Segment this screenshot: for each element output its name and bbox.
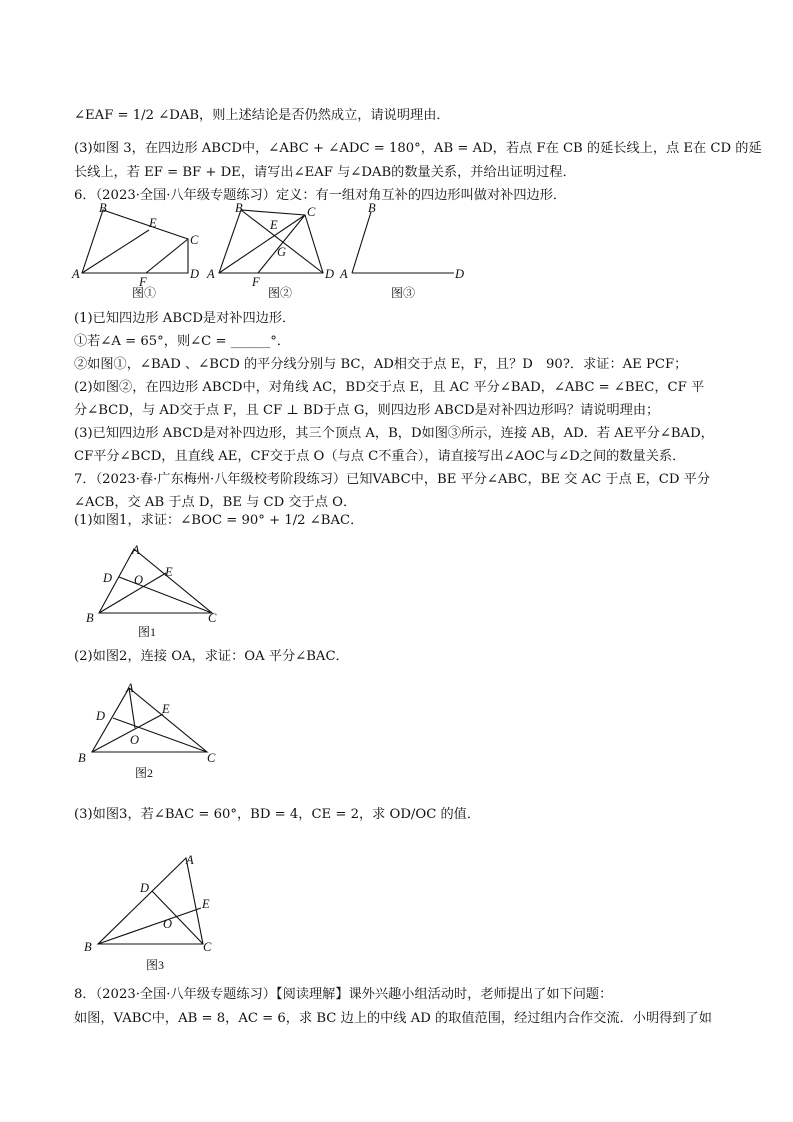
- fig1-label-b: B: [99, 201, 107, 215]
- q7f2-caption: 图2: [135, 766, 154, 780]
- q7-heading: 7．（2023·春·广东梅州·八年级校考阶段练习）已知VABC中，BE 平分∠ABC，BE 交 AC 于点 E，CD 平分: [74, 472, 711, 487]
- q6-heading: 6．（2023·全国·八年级专题练习）定义：有一组对角互补的四边形叫做对补四边形．: [74, 188, 567, 203]
- q7-figure-3: [80, 848, 240, 978]
- text-line-18: 如图，VABC中，AB = 8，AC = 6，求 BC 边上的中线 AD 的取值范围，经过组内合作交流．小明得到了如: [74, 1011, 712, 1026]
- q7f2-label-o: O: [130, 733, 140, 747]
- fig2-label-a: A: [207, 267, 215, 281]
- text-line-11: CF平分∠BCD，且直线 AE，CF交于点 O（与点 C不重合），请直接写出∠AOC与∠D之间的数量关系．: [74, 449, 686, 464]
- q7f2-label-c: C: [207, 751, 216, 765]
- q7f1-label-o: O: [134, 573, 144, 587]
- text-line-7: ②如图①，∠BAD 、∠BCD 的平分线分别与 BC，AD相交于点 E，F，且？D 90?．求证：AE PCF；: [74, 357, 688, 372]
- q7f3-label-e: E: [202, 897, 210, 911]
- fig3-label-d: D: [455, 267, 465, 281]
- q7f2-label-a: A: [126, 681, 134, 695]
- fig1-label-d: D: [190, 267, 200, 281]
- fig2-label-e: E: [270, 218, 278, 232]
- text-line-6: ①若∠A = 65°，则∠C = ______°．: [74, 334, 291, 349]
- q6-figure-1: [70, 198, 200, 298]
- text-line-9: 分∠BCD，与 AD交于点 F，且 CF ⊥ BD于点 G，则四边形 ABCD是对补四边形吗？请说明理由；: [74, 403, 660, 418]
- q7f3-label-c: C: [203, 940, 212, 954]
- q6-figure-2: [205, 198, 345, 298]
- fig2-label-g: G: [277, 245, 287, 259]
- fig3-caption: 图③: [391, 286, 416, 298]
- text-line-1: ∠EAF = 1/2 ∠DAB，则上述结论是否仍然成立，请说明理由．: [74, 108, 450, 123]
- fig2-caption: 图②: [268, 286, 293, 298]
- q7f1-label-e: E: [165, 565, 173, 579]
- q7f1-caption: 图1: [138, 625, 157, 639]
- q7f1-label-d: D: [103, 571, 113, 585]
- text-line-13: ∠ACB，交 AB 于点 D，BE 与 CD 交于点 O．: [74, 495, 357, 510]
- fig3-label-b: B: [368, 201, 376, 215]
- fig1-label-a: A: [72, 267, 80, 281]
- text-line-8: (2)如图②，在四边形 ABCD中，对角线 AC，BD交于点 E，且 AC 平分∠BAD，∠ABC = ∠BEC，CF 平: [74, 380, 705, 395]
- text-line-2: (3)如图 3，在四边形 ABCD中，∠ABC + ∠ADC = 180°，AB = AD，若点 F在 CB 的延长线上，点 E在 CD 的延: [74, 141, 762, 156]
- q7-figure-1: [80, 542, 230, 642]
- fig1-label-e: E: [149, 216, 157, 230]
- text-line-16: (3)如图3，若∠BAC = 60°，BD = 4，CE = 2，求 OD/OC 的值．: [74, 807, 481, 822]
- q8-heading: 8．（2023·全国·八年级专题练习）【阅读理解】课外兴趣小组活动时，老师提出了如下问题：: [74, 987, 613, 1002]
- q7f1-label-c: C: [208, 611, 217, 625]
- fig2-label-d: D: [325, 267, 335, 281]
- q7f3-caption: 图3: [146, 958, 165, 972]
- text-line-10: (3)已知四边形 ABCD是对补四边形，其三个顶点 A，B，D如图③所示，连接 AB，AD．若 AE平分∠BAD，: [74, 426, 714, 441]
- fig3-label-a: A: [340, 267, 348, 281]
- q7f3-label-d: D: [140, 881, 150, 895]
- q7f3-label-a: A: [186, 853, 194, 867]
- q6-figure-3: [338, 198, 468, 298]
- text-line-14: (1)如图1，求证：∠BOC = 90° + 1/2 ∠BAC．: [74, 513, 364, 528]
- q7f2-label-b: B: [78, 751, 86, 765]
- q7f1-label-b: B: [86, 611, 94, 625]
- q7-figure-2: [75, 680, 225, 780]
- fig1-caption: 图①: [132, 286, 157, 298]
- fig2-label-f: F: [252, 275, 260, 289]
- fig2-label-c: C: [307, 205, 316, 219]
- q7f2-label-d: D: [96, 709, 106, 723]
- text-line-3: 长线上，若 EF = BF + DE，请写出∠EAF 与∠DAB的数量关系，并给出证明过程．: [74, 165, 576, 180]
- text-line-5: (1)已知四边形 ABCD是对补四边形．: [74, 311, 296, 326]
- q7f2-label-e: E: [162, 702, 170, 716]
- fig1-label-f: F: [139, 275, 147, 289]
- q7f3-label-b: B: [84, 940, 92, 954]
- text-line-15: (2)如图2，连接 OA，求证：OA 平分∠BAC．: [74, 649, 349, 664]
- q7f3-label-o: O: [163, 917, 173, 931]
- q7f1-label-a: A: [132, 543, 140, 557]
- fig1-label-c: C: [190, 233, 199, 247]
- fig2-label-b: B: [235, 201, 243, 215]
